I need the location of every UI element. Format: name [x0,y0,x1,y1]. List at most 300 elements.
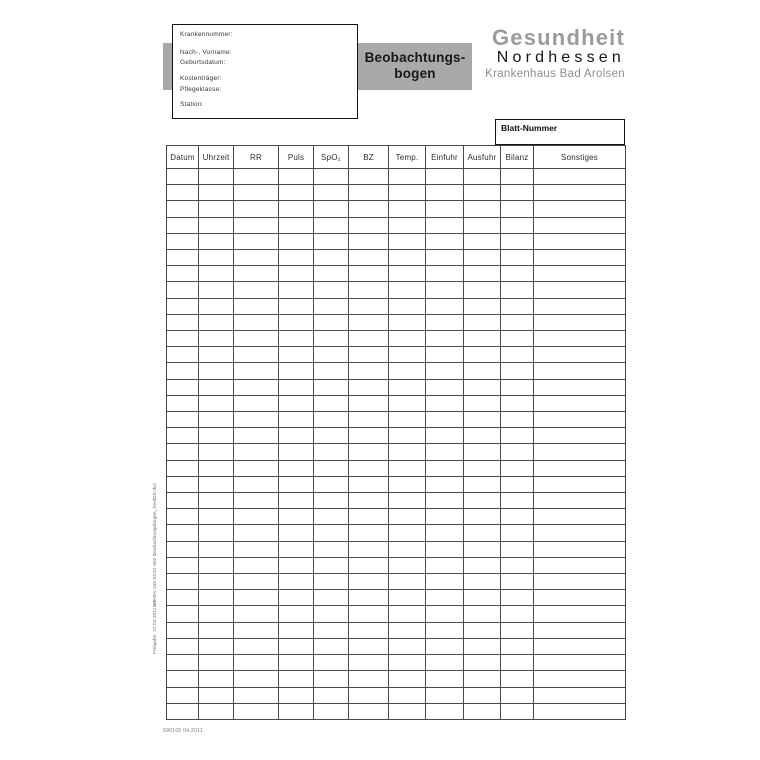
column-header: Temp. [389,146,426,169]
table-cell [464,590,501,606]
table-cell [234,460,279,476]
table-row [167,217,626,233]
table-cell [314,703,349,719]
table-cell [234,201,279,217]
table-cell [501,703,534,719]
table-cell [389,363,426,379]
table-cell [426,347,464,363]
table-cell [234,314,279,330]
table-cell [279,347,314,363]
table-row [167,557,626,573]
table-cell [167,541,199,557]
table-cell [234,395,279,411]
table-cell [501,460,534,476]
table-cell [501,298,534,314]
table-cell [534,525,626,541]
table-cell [389,233,426,249]
table-cell [314,509,349,525]
table-cell [167,233,199,249]
table-cell [167,201,199,217]
table-cell [279,493,314,509]
table-cell [349,509,389,525]
table-cell [314,250,349,266]
table-cell [199,282,234,298]
table-cell [349,703,389,719]
table-cell [534,509,626,525]
table-cell [426,525,464,541]
table-cell [389,509,426,525]
table-cell [279,201,314,217]
table-cell [534,298,626,314]
table-cell [389,476,426,492]
table-cell [426,201,464,217]
table-cell [534,590,626,606]
table-cell [534,671,626,687]
table-row [167,379,626,395]
table-cell [314,574,349,590]
table-cell [501,250,534,266]
table-cell [279,298,314,314]
table-cell [464,347,501,363]
table-cell [349,314,389,330]
table-cell [234,266,279,282]
table-cell [501,444,534,460]
table-cell [234,428,279,444]
table-cell [464,250,501,266]
table-cell [234,622,279,638]
table-cell [199,217,234,233]
table-cell [314,655,349,671]
table-cell [501,347,534,363]
form-title [358,50,472,82]
table-cell [426,233,464,249]
table-cell [389,444,426,460]
table-cell [234,331,279,347]
table-cell [167,266,199,282]
table-cell [199,460,234,476]
table-cell [199,509,234,525]
column-header: Sonstiges [534,146,626,169]
patient-field-name: Nach-, Vorname: [180,49,232,56]
table-cell [534,233,626,249]
table-cell [426,428,464,444]
table-cell [501,541,534,557]
column-header: SpO₂ [314,146,349,169]
table-cell [501,606,534,622]
table-cell [349,476,389,492]
table-cell [314,428,349,444]
table-cell [234,298,279,314]
table-cell [426,314,464,330]
table-cell [389,687,426,703]
table-cell [501,233,534,249]
table-cell [534,282,626,298]
table-cell [199,622,234,638]
table-cell [501,638,534,654]
table-row [167,185,626,201]
table-cell [389,655,426,671]
table-cell [426,169,464,185]
table-cell [314,169,349,185]
table-cell [199,703,234,719]
table-cell [349,185,389,201]
table-cell [279,217,314,233]
table-cell [279,282,314,298]
table-cell [534,379,626,395]
table-cell [349,541,389,557]
table-cell [349,298,389,314]
table-cell [314,412,349,428]
table-cell [167,217,199,233]
table-cell [167,428,199,444]
table-cell [464,266,501,282]
table-cell [464,671,501,687]
table-cell [349,428,389,444]
table-cell [464,476,501,492]
table-cell [534,314,626,330]
table-cell [501,671,534,687]
table-row [167,395,626,411]
table-cell [464,574,501,590]
blatt-nummer-label: Blatt-Nummer [501,123,558,133]
margin-release-note: Freigabe: 22.04.2011 GF [152,599,157,654]
table-cell [167,331,199,347]
table-cell [464,282,501,298]
table-cell [314,557,349,573]
table-cell [534,412,626,428]
table-cell [534,250,626,266]
table-cell [314,282,349,298]
table-cell [426,266,464,282]
table-row [167,233,626,249]
table-cell [199,379,234,395]
table-cell [314,671,349,687]
table-cell [464,169,501,185]
table-cell [314,201,349,217]
table-cell [389,574,426,590]
table-cell [426,217,464,233]
table-cell [534,217,626,233]
table-cell [279,590,314,606]
table-cell [199,525,234,541]
table-cell [199,266,234,282]
table-cell [167,169,199,185]
table-cell [314,638,349,654]
table-cell [199,687,234,703]
table-cell [314,347,349,363]
table-cell [501,169,534,185]
table-cell [534,169,626,185]
table-cell [534,460,626,476]
table-row [167,412,626,428]
table-cell [199,314,234,330]
table-cell [314,622,349,638]
table-cell [501,185,534,201]
table-row [167,428,626,444]
table-cell [279,363,314,379]
table-cell [314,266,349,282]
table-cell [389,185,426,201]
table-cell [167,298,199,314]
table-cell [426,412,464,428]
table-cell [426,379,464,395]
table-cell [389,671,426,687]
form-title-line1: Beobachtungs- [364,50,466,65]
table-cell [199,169,234,185]
table-cell [389,379,426,395]
table-cell [501,476,534,492]
table-cell [534,185,626,201]
table-cell [464,703,501,719]
table-row [167,606,626,622]
table-cell [234,476,279,492]
table-cell [279,395,314,411]
table-cell [349,363,389,379]
table-cell [389,703,426,719]
table-cell [167,250,199,266]
table-cell [426,185,464,201]
table-cell [426,590,464,606]
table-cell [501,493,534,509]
table-cell [534,331,626,347]
table-cell [534,363,626,379]
column-header: Datum [167,146,199,169]
table-cell [426,557,464,573]
table-cell [389,606,426,622]
table-cell [279,606,314,622]
table-cell [167,412,199,428]
table-cell [167,282,199,298]
table-cell [279,638,314,654]
table-cell [501,395,534,411]
table-cell [199,185,234,201]
table-cell [167,606,199,622]
table-cell [349,169,389,185]
table-cell [464,233,501,249]
table-row [167,314,626,330]
table-cell [464,185,501,201]
table-cell [234,557,279,573]
table-cell [279,444,314,460]
table-cell [426,574,464,590]
table-row [167,169,626,185]
table-cell [464,444,501,460]
table-cell [349,460,389,476]
table-cell [426,395,464,411]
table-cell [199,444,234,460]
table-row [167,363,626,379]
table-cell [349,266,389,282]
table-cell [279,460,314,476]
logo-gesundheit: Gesundheit [491,25,625,50]
table-cell [349,638,389,654]
table-cell [464,606,501,622]
table-row [167,590,626,606]
table-cell [426,671,464,687]
table-cell [314,185,349,201]
table-cell [234,655,279,671]
table-cell [464,298,501,314]
table-cell [426,509,464,525]
logo-nordhessen: Nordhessen [496,49,625,66]
table-cell [389,428,426,444]
table-cell [501,687,534,703]
table-cell [279,233,314,249]
table-cell [389,541,426,557]
table-cell [534,606,626,622]
table-cell [199,557,234,573]
table-cell [349,574,389,590]
table-row [167,250,626,266]
table-cell [167,557,199,573]
table-cell [199,655,234,671]
table-cell [426,606,464,622]
table-cell [534,266,626,282]
logo-krankenhaus: Krankenhaus Bad Arolsen [485,68,625,80]
table-cell [349,493,389,509]
patient-field-station: Station: [180,101,204,108]
table-cell [389,395,426,411]
table-cell [501,201,534,217]
table-cell [234,217,279,233]
table-cell [389,282,426,298]
table-cell [349,217,389,233]
table-cell [534,476,626,492]
table-row [167,298,626,314]
table-cell [199,590,234,606]
table-cell [389,169,426,185]
table-cell [167,379,199,395]
table-cell [314,395,349,411]
table-cell [167,314,199,330]
table-cell [199,412,234,428]
table-cell [464,331,501,347]
table-cell [426,298,464,314]
table-cell [426,622,464,638]
table-row [167,655,626,671]
table-cell [389,622,426,638]
table-cell [501,428,534,444]
table-cell [314,541,349,557]
table-cell [199,493,234,509]
table-cell [501,509,534,525]
table-row [167,444,626,460]
table-cell [534,638,626,654]
table-cell [426,444,464,460]
table-cell [501,266,534,282]
table-cell [314,687,349,703]
patient-field-kostentraeger: Kostenträger: [180,75,222,82]
table-cell [199,476,234,492]
table-cell [167,687,199,703]
table-cell [464,541,501,557]
table-cell [464,428,501,444]
table-cell [389,201,426,217]
table-cell [349,379,389,395]
table-row [167,282,626,298]
table-cell [167,590,199,606]
table-cell [234,606,279,622]
table-cell [199,541,234,557]
table-cell [279,655,314,671]
table-cell [534,444,626,460]
patient-field-geburtsdatum: Geburtsdatum: [180,59,226,66]
table-cell [349,606,389,622]
table-cell [234,169,279,185]
column-header: Bilanz [501,146,534,169]
table-cell [389,525,426,541]
table-cell [501,379,534,395]
table-cell [501,590,534,606]
table-cell [167,444,199,460]
table-cell [167,395,199,411]
table-cell [314,525,349,541]
table-cell [167,460,199,476]
table-cell [234,379,279,395]
table-cell [534,703,626,719]
margin-document-reference: KKHBA-158 03.01-002 Beobachtungsbogen_SeniDS.doc [152,482,157,607]
table-cell [426,476,464,492]
table-cell [349,412,389,428]
table-cell [501,557,534,573]
table-cell [314,314,349,330]
table-cell [464,493,501,509]
table-cell [279,525,314,541]
column-header: Uhrzeit [199,146,234,169]
table-cell [501,282,534,298]
table-cell [314,460,349,476]
table-header-row [167,146,626,169]
column-header: RR [234,146,279,169]
column-header: BZ [349,146,389,169]
table-cell [234,590,279,606]
table-cell [167,638,199,654]
table-cell [389,412,426,428]
patient-info-box [172,24,358,119]
table-cell [234,703,279,719]
table-cell [534,541,626,557]
table-row [167,541,626,557]
table-cell [389,217,426,233]
table-cell [349,622,389,638]
table-cell [349,525,389,541]
table-cell [167,185,199,201]
table-cell [234,185,279,201]
blatt-nummer-box [495,119,625,145]
table-cell [167,574,199,590]
table-cell [389,250,426,266]
table-cell [167,703,199,719]
table-cell [349,282,389,298]
table-cell [349,201,389,217]
table-cell [234,412,279,428]
table-cell [464,395,501,411]
table-cell [199,606,234,622]
table-cell [464,655,501,671]
table-cell [234,525,279,541]
table-cell [349,590,389,606]
table-cell [534,347,626,363]
table-cell [426,655,464,671]
table-cell [426,703,464,719]
table-cell [314,298,349,314]
table-cell [349,347,389,363]
table-cell [349,250,389,266]
table-row [167,525,626,541]
table-cell [426,638,464,654]
column-header: Ausfuhr [464,146,501,169]
table-cell [501,655,534,671]
